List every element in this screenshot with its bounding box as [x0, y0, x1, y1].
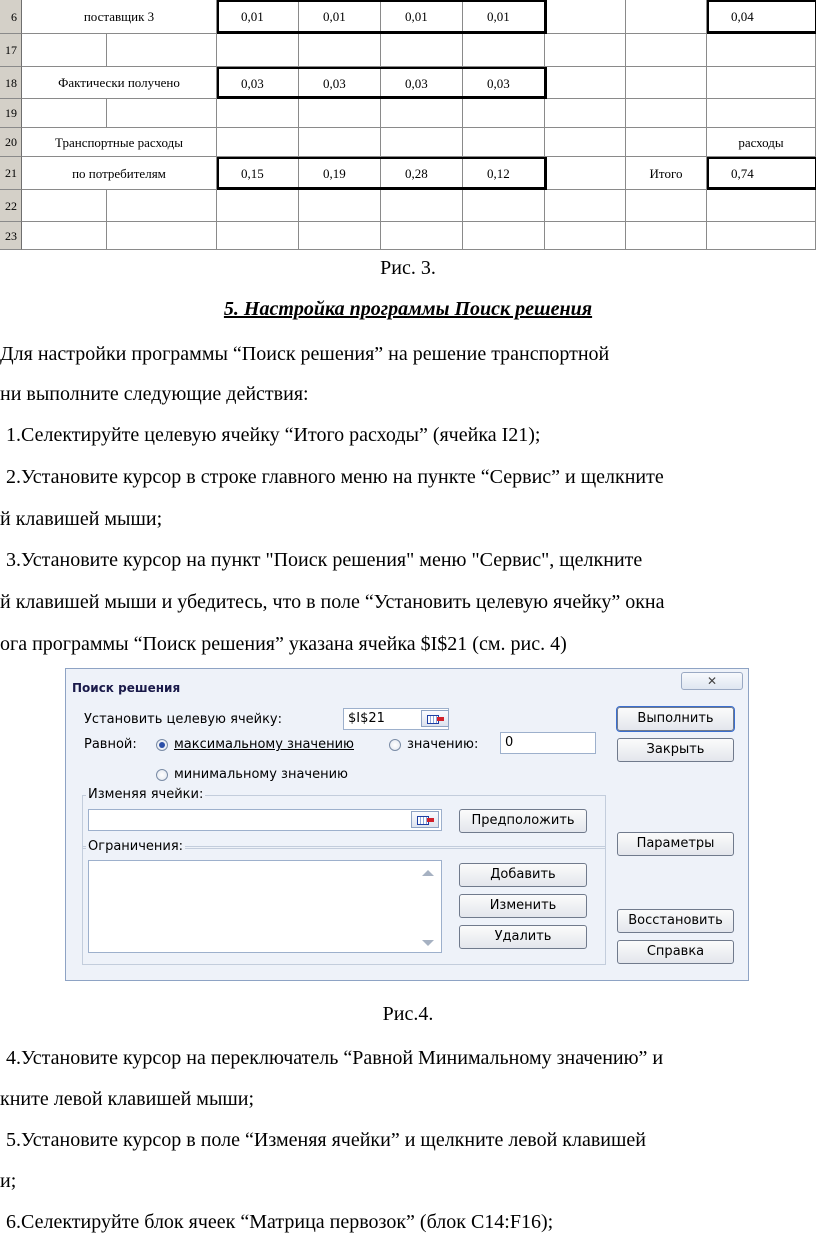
value-cell: 0,01: [299, 0, 381, 34]
sheet-cell: [545, 222, 626, 250]
value-cell: [217, 222, 299, 250]
cell-border: [217, 157, 545, 159]
sheet-cell: [107, 190, 217, 222]
scroll-up-icon[interactable]: [422, 870, 434, 876]
value-cell: [463, 128, 545, 157]
value-cell: 0,15: [217, 157, 299, 190]
close-button[interactable]: Закрыть: [617, 738, 734, 762]
paragraph-line: 2.Установите курсор в строке главного меню на пункте “Сервис” и щелкните: [6, 466, 664, 488]
value-cell: 0,03: [217, 67, 299, 99]
solver-dialog: [65, 668, 749, 981]
sheet-cell: [545, 128, 626, 157]
row-number: 20: [0, 128, 22, 157]
paragraph-line: Для настройки программы “Поиск решения” на решение транспортной: [0, 343, 610, 365]
sheet-cell: [22, 190, 107, 222]
row-number: 21: [0, 157, 22, 190]
cell-border: [707, 187, 816, 190]
paragraph-line: 1.Селектируйте целевую ячейку “Итого расходы” (ячейка I21);: [6, 424, 541, 446]
value-cell: [463, 34, 545, 67]
section-heading: 5. Настройка программы Поиск решения: [223, 298, 593, 320]
paragraph-line: 6.Селектируйте блок ячеек “Матрица первозок” (блок C14:F16);: [6, 1211, 554, 1233]
sheet-cell: Итого: [626, 157, 707, 190]
changing-cells-input[interactable]: [88, 809, 442, 831]
value-cell: 0,01: [217, 0, 299, 34]
value-cell: [217, 34, 299, 67]
paragraph-line: кните левой клавишей мыши;: [0, 1088, 255, 1110]
sheet-cell: [545, 157, 626, 190]
paragraph-line: и;: [0, 1170, 17, 1192]
value-cell: [381, 34, 463, 67]
total-cell: [707, 67, 816, 99]
cell-border: [217, 0, 545, 2]
cell-border: [707, 157, 816, 159]
total-cell: расходы: [707, 128, 816, 157]
sheet-cell: [626, 190, 707, 222]
radio-min[interactable]: [156, 769, 168, 781]
value-cell: 0,01: [463, 0, 545, 34]
sheet-cell: [22, 34, 107, 67]
row-number: 17: [0, 34, 22, 67]
value-cell: [381, 190, 463, 222]
row-label: поставщик 3: [22, 0, 217, 34]
paragraph-line: ни выполните следующие действия:: [0, 383, 309, 405]
cell-border: [217, 67, 545, 69]
sheet-cell: [626, 34, 707, 67]
value-cell: [463, 222, 545, 250]
sheet-cell: [626, 99, 707, 128]
paragraph-line: ога программы “Поиск решения” указана ячейка $I$21 (см. рис. 4): [0, 633, 567, 655]
cell-border: [544, 0, 547, 34]
value-cell: 0,19: [299, 157, 381, 190]
target-cell-input[interactable]: $I$21: [343, 708, 449, 730]
options-button[interactable]: Параметры: [617, 832, 734, 856]
total-cell: [707, 222, 816, 250]
paragraph-line: 4.Установите курсор на переключатель “Равной Минимальному значению” и: [6, 1047, 664, 1069]
delete-button[interactable]: Удалить: [459, 925, 587, 949]
total-cell: [707, 190, 816, 222]
sheet-cell: [545, 190, 626, 222]
cell-border: [217, 96, 546, 99]
value-cell: [217, 128, 299, 157]
value-input[interactable]: 0: [500, 732, 596, 754]
figure-4-caption: Рис.4.: [382, 1003, 434, 1025]
value-cell: [463, 190, 545, 222]
value-cell: [217, 190, 299, 222]
add-button[interactable]: Добавить: [459, 863, 587, 887]
guess-button[interactable]: Предположить: [459, 809, 587, 833]
total-cell: 0,04: [707, 0, 816, 34]
total-cell: [707, 34, 816, 67]
radio-value-label[interactable]: значению:: [407, 737, 479, 752]
sheet-cell: [107, 34, 217, 67]
scroll-down-icon[interactable]: [422, 940, 434, 946]
cell-border: [544, 67, 547, 99]
value-cell: 0,03: [463, 67, 545, 99]
paragraph-line: й клавишей мыши и убедитесь, что в поле “Установить целевую ячейку” окна: [0, 591, 665, 613]
cell-border: [217, 187, 546, 190]
dialog-title: Поиск решения: [72, 681, 181, 695]
cell-border: [217, 67, 219, 99]
paragraph-line: й клавишей мыши;: [0, 508, 163, 530]
value-cell: [299, 34, 381, 67]
cell-border: [217, 0, 219, 34]
radio-max-label[interactable]: максимальному значению: [174, 737, 355, 752]
value-cell: 0,28: [381, 157, 463, 190]
total-cell: 0,74: [707, 157, 816, 190]
run-button[interactable]: Выполнить: [617, 707, 734, 731]
value-cell: [381, 222, 463, 250]
sheet-cell: [626, 0, 707, 34]
value-cell: 0,01: [381, 0, 463, 34]
cell-border: [707, 0, 709, 34]
row-number: 19: [0, 99, 22, 128]
target-cell-label: Установить целевую ячейку:: [84, 712, 282, 727]
help-button[interactable]: Справка: [617, 940, 734, 964]
sheet-cell: [107, 222, 217, 250]
change-button[interactable]: Изменить: [459, 894, 587, 918]
value-cell: 0,03: [381, 67, 463, 99]
figure-3-caption: Рис. 3.: [380, 257, 436, 279]
row-number: 23: [0, 222, 22, 250]
value-cell: [299, 222, 381, 250]
sheet-cell: [626, 222, 707, 250]
value-cell: [381, 99, 463, 128]
value-cell: 0,03: [299, 67, 381, 99]
total-cell: [707, 99, 816, 128]
value-cell: [381, 128, 463, 157]
close-icon[interactable]: ✕: [681, 672, 743, 690]
row-label: Транспортные расходы: [22, 128, 217, 157]
sheet-cell: [545, 67, 626, 99]
radio-min-label[interactable]: минимальному значению: [174, 767, 348, 782]
row-number: 18: [0, 67, 22, 99]
cell-border: [707, 31, 816, 34]
range-picker-icon[interactable]: [411, 811, 439, 828]
value-cell: [299, 128, 381, 157]
value-cell: [463, 99, 545, 128]
sheet-cell: [626, 67, 707, 99]
cell-border: [707, 157, 709, 190]
sheet-cell: [626, 128, 707, 157]
cell-border: [217, 157, 219, 190]
cell-border: [544, 157, 547, 190]
sheet-cell: [545, 0, 626, 34]
row-label: Фактически получено: [22, 67, 217, 99]
value-cell: [217, 99, 299, 128]
constraints-list[interactable]: [88, 860, 442, 953]
reset-button[interactable]: Восстановить: [617, 909, 734, 933]
paragraph-line: 5.Установите курсор в поле “Изменяя ячейки” и щелкните левой клавишей: [6, 1129, 646, 1151]
value-cell: 0,12: [463, 157, 545, 190]
row-label: по потребителям: [22, 157, 217, 190]
cell-border: [707, 0, 816, 2]
range-picker-icon[interactable]: [421, 710, 449, 727]
changing-cells-label: Изменяя ячейки:: [88, 787, 204, 802]
equal-label: Равной:: [84, 737, 137, 752]
cell-border: [217, 31, 546, 34]
sheet-cell: [545, 99, 626, 128]
value-cell: [299, 190, 381, 222]
row-number: 22: [0, 190, 22, 222]
row-number: 6: [0, 0, 22, 34]
sheet-cell: [545, 34, 626, 67]
value-cell: [299, 99, 381, 128]
radio-value[interactable]: [389, 739, 401, 751]
spreadsheet-table: [0, 0, 816, 252]
sheet-cell: [22, 99, 107, 128]
paragraph-line: 3.Установите курсор на пункт "Поиск решения" меню "Сервис", щелкните: [6, 549, 643, 571]
constraints-label: Ограничения:: [88, 839, 184, 854]
sheet-cell: [22, 222, 107, 250]
sheet-cell: [107, 99, 217, 128]
radio-max[interactable]: [156, 739, 168, 751]
